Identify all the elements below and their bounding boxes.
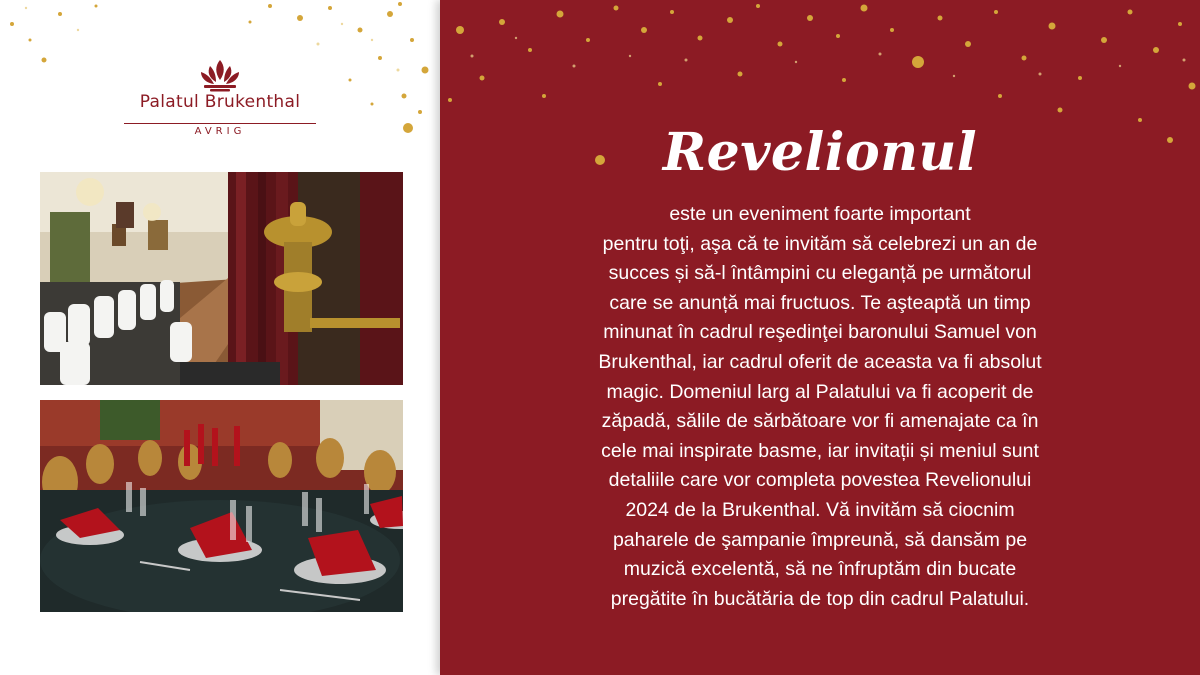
description-line: care se anunță mai fructuos. Te aşteaptă un timp bbox=[609, 291, 1031, 314]
logo-location: AVRIG bbox=[194, 126, 246, 137]
right-panel bbox=[440, 0, 1200, 675]
crest-icon bbox=[194, 58, 246, 94]
logo-name: Palatul Brukenthal bbox=[139, 92, 301, 112]
description-line: succes și să-l întâmpini cu eleganță pe următorul bbox=[608, 262, 1032, 285]
left-panel bbox=[0, 0, 440, 675]
description-line: pregătite în bucătăria de top din cadrul Palatului. bbox=[610, 587, 1030, 610]
description-line: muzică excelentă, să ne înfruptăm din bucate bbox=[623, 558, 1017, 581]
description-line: magic. Domeniul larg al Palatului va fi acoperit de bbox=[606, 380, 1034, 403]
dining-tables-photo bbox=[40, 400, 403, 612]
description-line: cele mai inspirate basme, iar invitații și meniul sunt bbox=[601, 439, 1039, 462]
description-line: este un eveniment foarte important bbox=[669, 203, 971, 225]
description-line: pentru toţi, aşa că te invităm să celebrezi un an de bbox=[602, 232, 1038, 255]
event-description bbox=[550, 200, 1090, 614]
brand-logo bbox=[120, 52, 320, 144]
description-line: 2024 de la Brukenthal. Vă invităm să ciocnim bbox=[625, 498, 1015, 521]
logo-divider bbox=[124, 123, 316, 124]
description-line: Brukenthal, iar cadrul oferit de aceasta va fi absolut bbox=[598, 350, 1042, 373]
description-line: zăpadă, sălile de sărbătoare vor fi amenajate ca în bbox=[601, 410, 1039, 433]
page-title: Revelionul bbox=[662, 122, 978, 183]
description-line: detaliile care vor completa povestea Revelionului bbox=[608, 469, 1032, 492]
ballroom-photo bbox=[40, 172, 403, 385]
description-line: paharele de şampanie împreună, să dansăm pe bbox=[612, 528, 1028, 551]
description-line: minunat în cadrul reşedinţei baronului Samuel von bbox=[603, 321, 1037, 344]
